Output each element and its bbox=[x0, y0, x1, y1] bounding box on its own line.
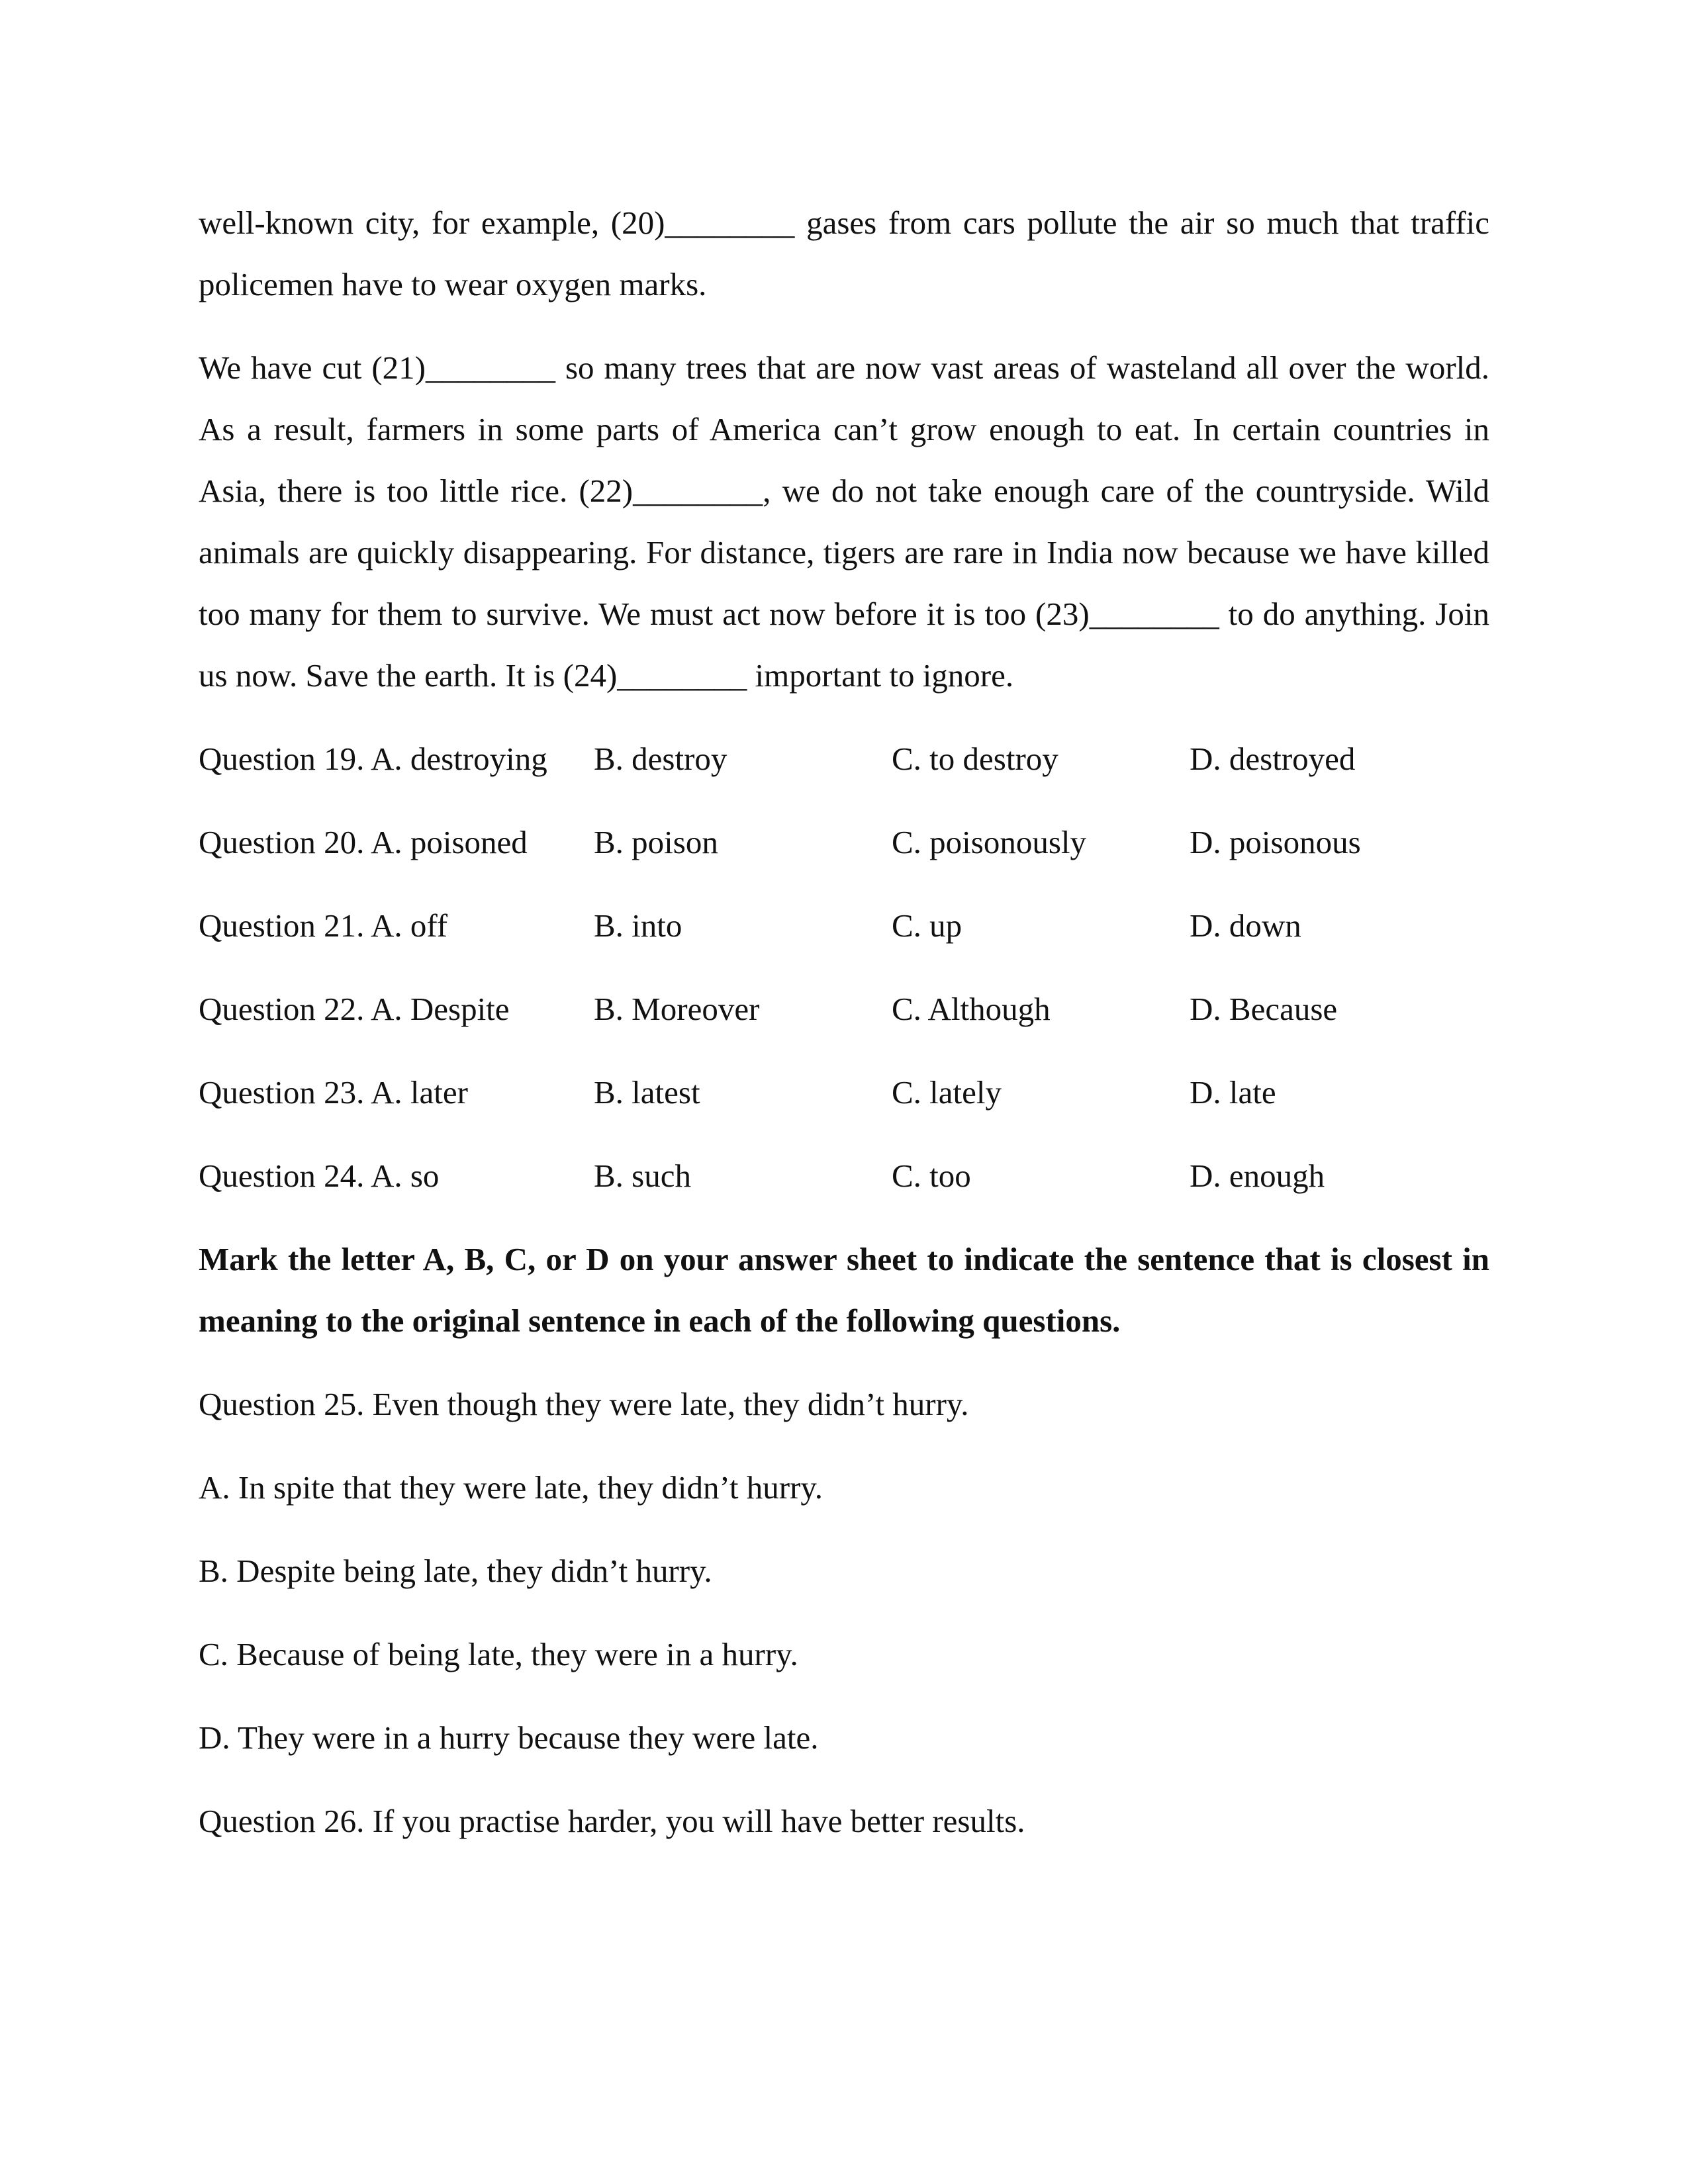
question-19-option-a: Question 19. A. destroying bbox=[199, 741, 547, 777]
question-23-option-a: Question 23. A. later bbox=[199, 1074, 468, 1111]
passage-paragraph-2: We have cut (21)________ so many trees that are now vast areas of wasteland all over the world. As a result, farmers in some parts of America can’t grow enough to eat. In certain countries in Asia, there is too little rice. (22)________, we do not take enough care of the countryside. Wild animals are quickly disappearing. For distance, tigers are rare in India now because we have killed too many for them to survive. We must act now before it is too (23)________ to do anything. Join us now. Save the earth. It is (24)________ important to ignore. bbox=[199, 349, 1489, 694]
passage-paragraph-1: well-known city, for example, (20)________ gases from cars pollute the air so much that traffic policemen have to wear oxygen marks. bbox=[199, 205, 1489, 302]
question-20-row bbox=[199, 811, 1489, 873]
question-24-option-b: B. such bbox=[594, 1158, 691, 1194]
question-24-option-c: C. too bbox=[892, 1158, 971, 1194]
question-22-option-c: C. Although bbox=[892, 991, 1051, 1027]
question-25-option-b: B. Despite being late, they didn’t hurry. bbox=[199, 1553, 712, 1589]
question-23-option-d: D. late bbox=[1190, 1074, 1276, 1111]
question-19-option-d: D. destroyed bbox=[1190, 741, 1356, 777]
question-26-stem: Question 26. If you practise harder, you will have better results. bbox=[199, 1803, 1025, 1839]
question-20-option-a: Question 20. A. poisoned bbox=[199, 824, 528, 860]
question-23-option-c: C. lately bbox=[892, 1074, 1002, 1111]
question-21-option-b: B. into bbox=[594, 907, 682, 944]
question-23-option-b: B. latest bbox=[594, 1074, 700, 1111]
question-20-option-b: B. poison bbox=[594, 824, 718, 860]
question-24-row bbox=[199, 1145, 1489, 1206]
question-25-option-c: C. Because of being late, they were in a hurry. bbox=[199, 1636, 798, 1672]
question-19-option-b: B. destroy bbox=[594, 741, 727, 777]
question-22-row bbox=[199, 978, 1489, 1040]
question-25-option-a: A. In spite that they were late, they didn’t hurry. bbox=[199, 1469, 823, 1506]
question-21-option-d: D. down bbox=[1190, 907, 1301, 944]
question-20-option-d: D. poisonous bbox=[1190, 824, 1361, 860]
question-21-option-c: C. up bbox=[892, 907, 962, 944]
question-25-option-d: D. They were in a hurry because they were late. bbox=[199, 1719, 819, 1756]
document-page bbox=[199, 192, 1489, 1874]
question-19-row bbox=[199, 728, 1489, 790]
question-21-row bbox=[199, 895, 1489, 956]
question-19-option-c: C. to destroy bbox=[892, 741, 1058, 777]
question-20-option-c: C. poisonously bbox=[892, 824, 1087, 860]
question-24-option-a: Question 24. A. so bbox=[199, 1158, 440, 1194]
section-instruction: Mark the letter A, B, C, or D on your answer sheet to indicate the sentence that is closest in meaning to the original sentence in each of the following questions. bbox=[199, 1241, 1489, 1339]
question-25-stem: Question 25. Even though they were late, they didn’t hurry. bbox=[199, 1386, 969, 1422]
question-24-option-d: D. enough bbox=[1190, 1158, 1325, 1194]
question-21-option-a: Question 21. A. off bbox=[199, 907, 448, 944]
question-22-option-a: Question 22. A. Despite bbox=[199, 991, 510, 1027]
question-23-row bbox=[199, 1062, 1489, 1123]
question-22-option-d: D. Because bbox=[1190, 991, 1338, 1027]
question-22-option-b: B. Moreover bbox=[594, 991, 760, 1027]
